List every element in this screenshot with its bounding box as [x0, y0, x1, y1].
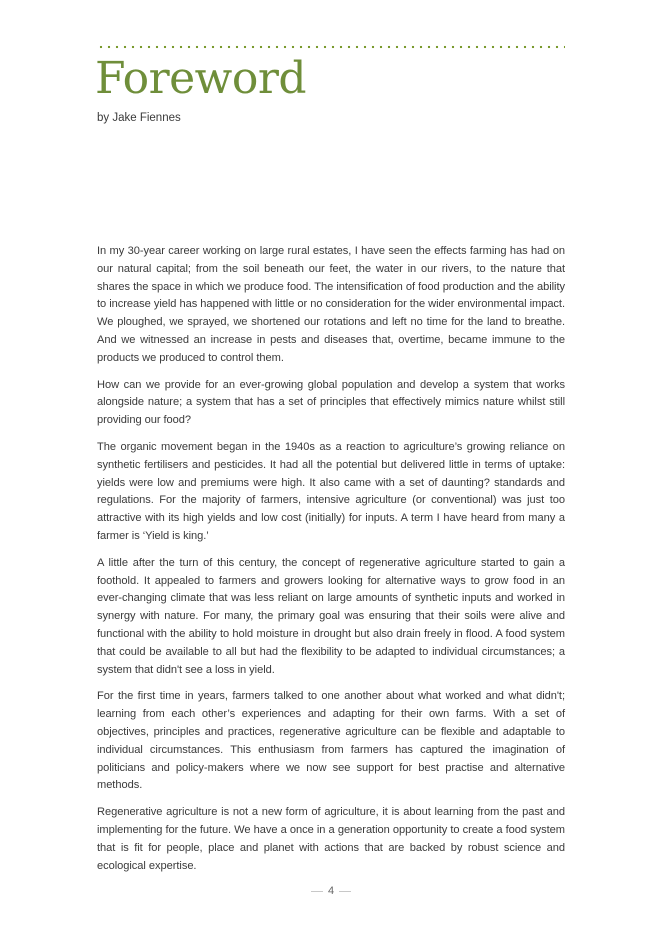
page-title: Foreword [95, 53, 307, 104]
footer-dash-right [339, 891, 351, 892]
dotted-divider [97, 45, 565, 49]
footer-dash-left [311, 891, 323, 892]
body-paragraph: A little after the turn of this century, the concept of regenerative agriculture started to gain a foothold. It appealed to farmers and growers looking for alternative ways to grow food in an ever-changing climate that was less reliant on large amounts of synthetic inputs and worked in synergy with nature. For many, the primary goal was ensuring that their soils were alive and functional with the ability to hold moisture in drought but also drain freely in flood. A food system that could be available to all but had the flexibility to be adapted to individual circumstances; a system that didn't see a loss in yield. [97, 556, 565, 676]
body-paragraph: For the first time in years, farmers talked to one another about what worked and what didn't; learning from each other’s experiences and adapting for their own farms. With a set of objectives, principles and practices, regenerative agriculture can be flexible and adaptable to individual circumstances. This enthusiasm from farmers has captured the imagination of politicians and policy-makers where we now see support for best practise and alternative methods. [97, 690, 565, 792]
body-paragraph: How can we provide for an ever-growing global population and develop a system that works alongside nature; a system that has a set of principles that effectively mimics nature whilst still providing our food? [97, 378, 565, 427]
page-footer [0, 884, 662, 898]
body-paragraph: The organic movement began in the 1940s as a reaction to agriculture’s growing reliance on synthetic fertilisers and pesticides. It had all the potential but delivered little in terms of uptake: yields were low and premiums were high. It also came with a set of daunting? standards and regulations. For the majority of farmers, intensive agriculture (or conventional) was just too attractive with its high yields and low cost (initially) for inputs. A term I have heard from many a farmer is ‘Yield is king.’ [97, 440, 565, 542]
body-paragraph: Regenerative agriculture is not a new form of agriculture, it is about learning from the past and implementing for the future. We have a once in a generation opportunity to create a food system that is fit for people, place and planet with actions that are backed by robust science and ecological expertise. [97, 806, 565, 872]
author-byline: by Jake Fiennes [97, 112, 181, 124]
foreword-body [97, 243, 565, 884]
body-paragraph: In my 30-year career working on large rural estates, I have seen the effects farming has had on our natural capital; from the soil beneath our feet, the water in our rivers, to the nature that shares the space in which we produce food. The intensification of food production and the ability to increase yield has happened with little or no consideration for the wider environmental impact. We ploughed, we sprayed, we shortened our rotations and left no time for the land to breathe. And we witnessed an increase in pests and diseases that, overtime, became immune to the products we produced to control them. [97, 245, 565, 364]
page-number: 4 [327, 885, 335, 897]
